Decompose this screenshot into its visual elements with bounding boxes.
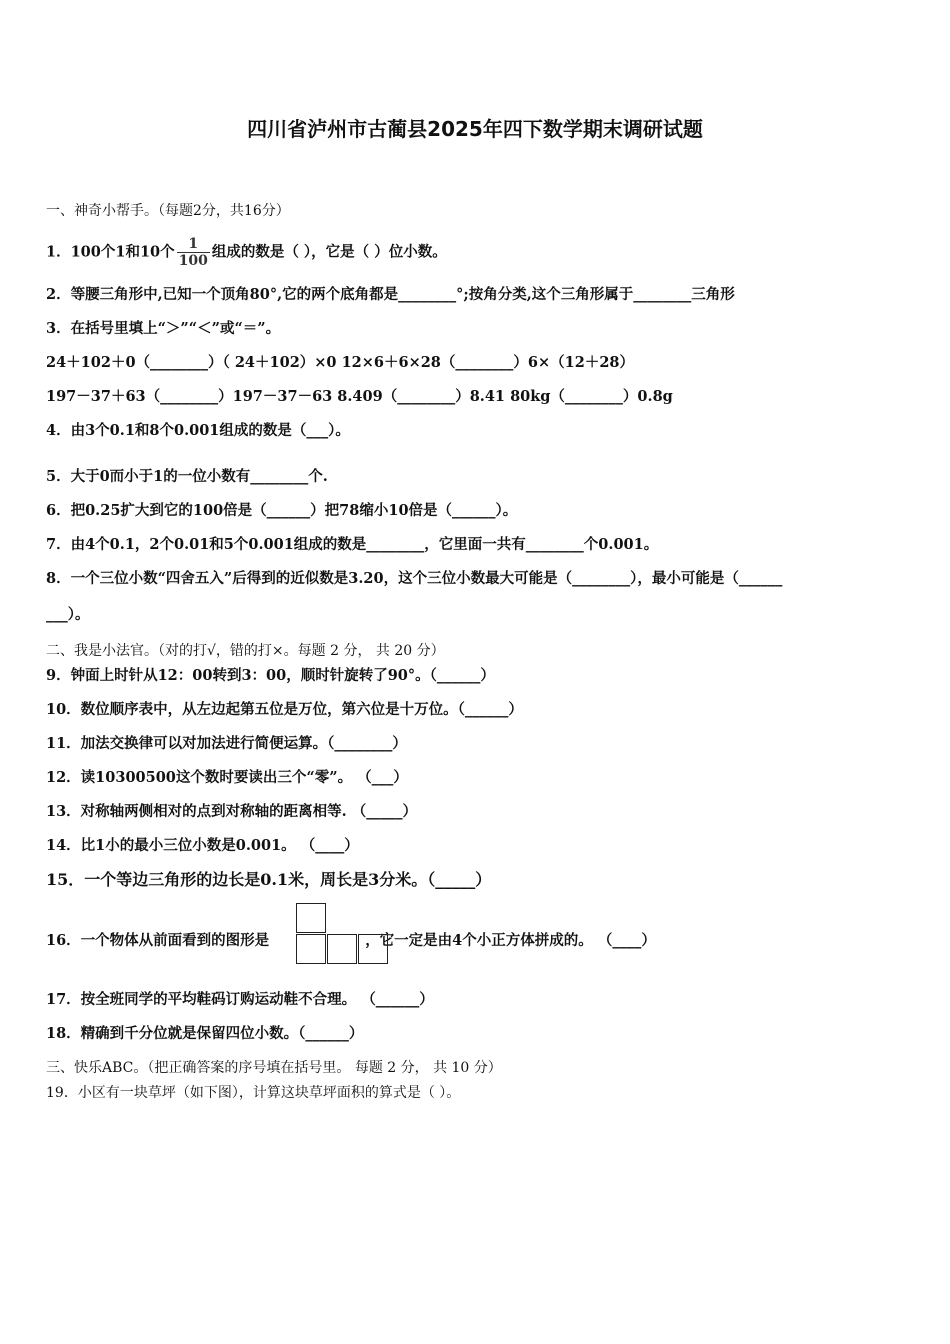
question-19: 19．小区有一块草坪（如下图），计算这块草坪面积的算式是（ ）。: [46, 1085, 461, 1101]
front-view-figure: [296, 903, 390, 966]
section-heading-3: 三、快乐ABC。（把正确答案的序号填在括号里。 每题 2 分， 共 10 分）: [46, 1060, 502, 1076]
question-13: 13．对称轴两侧相对的点到对称轴的距离相等. （_____）: [46, 803, 418, 820]
question-15: 15．一个等边三角形的边长是0.1米，周长是3分米。（_____）: [46, 870, 492, 889]
fraction: [177, 236, 210, 269]
question-10: 10．数位顺序表中，从左边起第五位是万位，第六位是十万位。（______）: [46, 701, 523, 718]
figure-square: [358, 934, 388, 964]
question-8-line-1: 8．一个三位小数“四舍五入”后得到的近似数是3.20，这个三位小数最大可能是（________），最小可能是（______: [46, 570, 783, 587]
question-16-post: ，它一定是由4个小正方体拼成的。 （____）: [365, 932, 656, 949]
question-3-head: 3．在括号里填上“＞”“＜”或“＝”。: [46, 320, 281, 337]
figure-square: [296, 903, 326, 933]
question-1-pre: 1．100个1和10个: [46, 243, 175, 261]
question-18: 18．精确到千分位就是保留四位小数。（______）: [46, 1025, 364, 1042]
fraction-numerator: 1: [188, 236, 199, 252]
question-7: 7．由4个0.1，2个0.01和5个0.001组成的数是________，它里面一共有________个0.001。: [46, 536, 659, 553]
fraction-denominator: 100: [178, 253, 208, 269]
question-4: 4．由3个0.1和8个0.001组成的数是（___）。: [46, 422, 350, 439]
question-6: 6．把0.25扩大到它的100倍是（______）把78缩小10倍是（______）。: [46, 502, 518, 519]
question-5: 5．大于0而小于1的一位小数有________个.: [46, 468, 328, 485]
question-1: [46, 236, 447, 269]
question-9: 9．钟面上时针从12：00转到3：00，顺时针旋转了90°。（______）: [46, 667, 495, 684]
section-heading-2: 二、我是小法官。（对的打√，错的打×。每题 2 分， 共 20 分）: [46, 643, 445, 659]
section-heading-1: 一、神奇小帮手。（每题2分，共16分）: [46, 203, 290, 219]
question-3-row-2: 197－37＋63（________）197－37－63 8.409（________）8.41 80kg（________）0.8g: [46, 388, 673, 405]
question-1-post: 组成的数是（ ），它是（ ）位小数。: [211, 243, 447, 261]
figure-square: [327, 934, 357, 964]
question-16-pre: 16．一个物体从前面看到的图形是: [46, 932, 270, 949]
figure-square: [296, 934, 326, 964]
question-11: 11．加法交换律可以对加法进行简便运算。（________）: [46, 735, 407, 752]
question-12: 12．读10300500这个数时要读出三个“零”。 （___）: [46, 769, 408, 786]
question-14: 14．比1小的最小三位小数是0.001。 （____）: [46, 837, 359, 854]
question-3-row-1: 24＋102＋0（________）（ 24＋102）×0 12×6＋6×28（________）6×（12＋28）: [46, 354, 634, 371]
question-17: 17．按全班同学的平均鞋码订购运动鞋不合理。 （______）: [46, 991, 434, 1008]
question-2: 2．等腰三角形中,已知一个顶角80°,它的两个底角都是________°;按角分类,这个三角形属于________三角形: [46, 286, 735, 303]
page-title: 四川省泸州市古蔺县2025年四下数学期末调研试题: [247, 117, 703, 141]
question-8-line-2: ___）。: [46, 606, 90, 623]
